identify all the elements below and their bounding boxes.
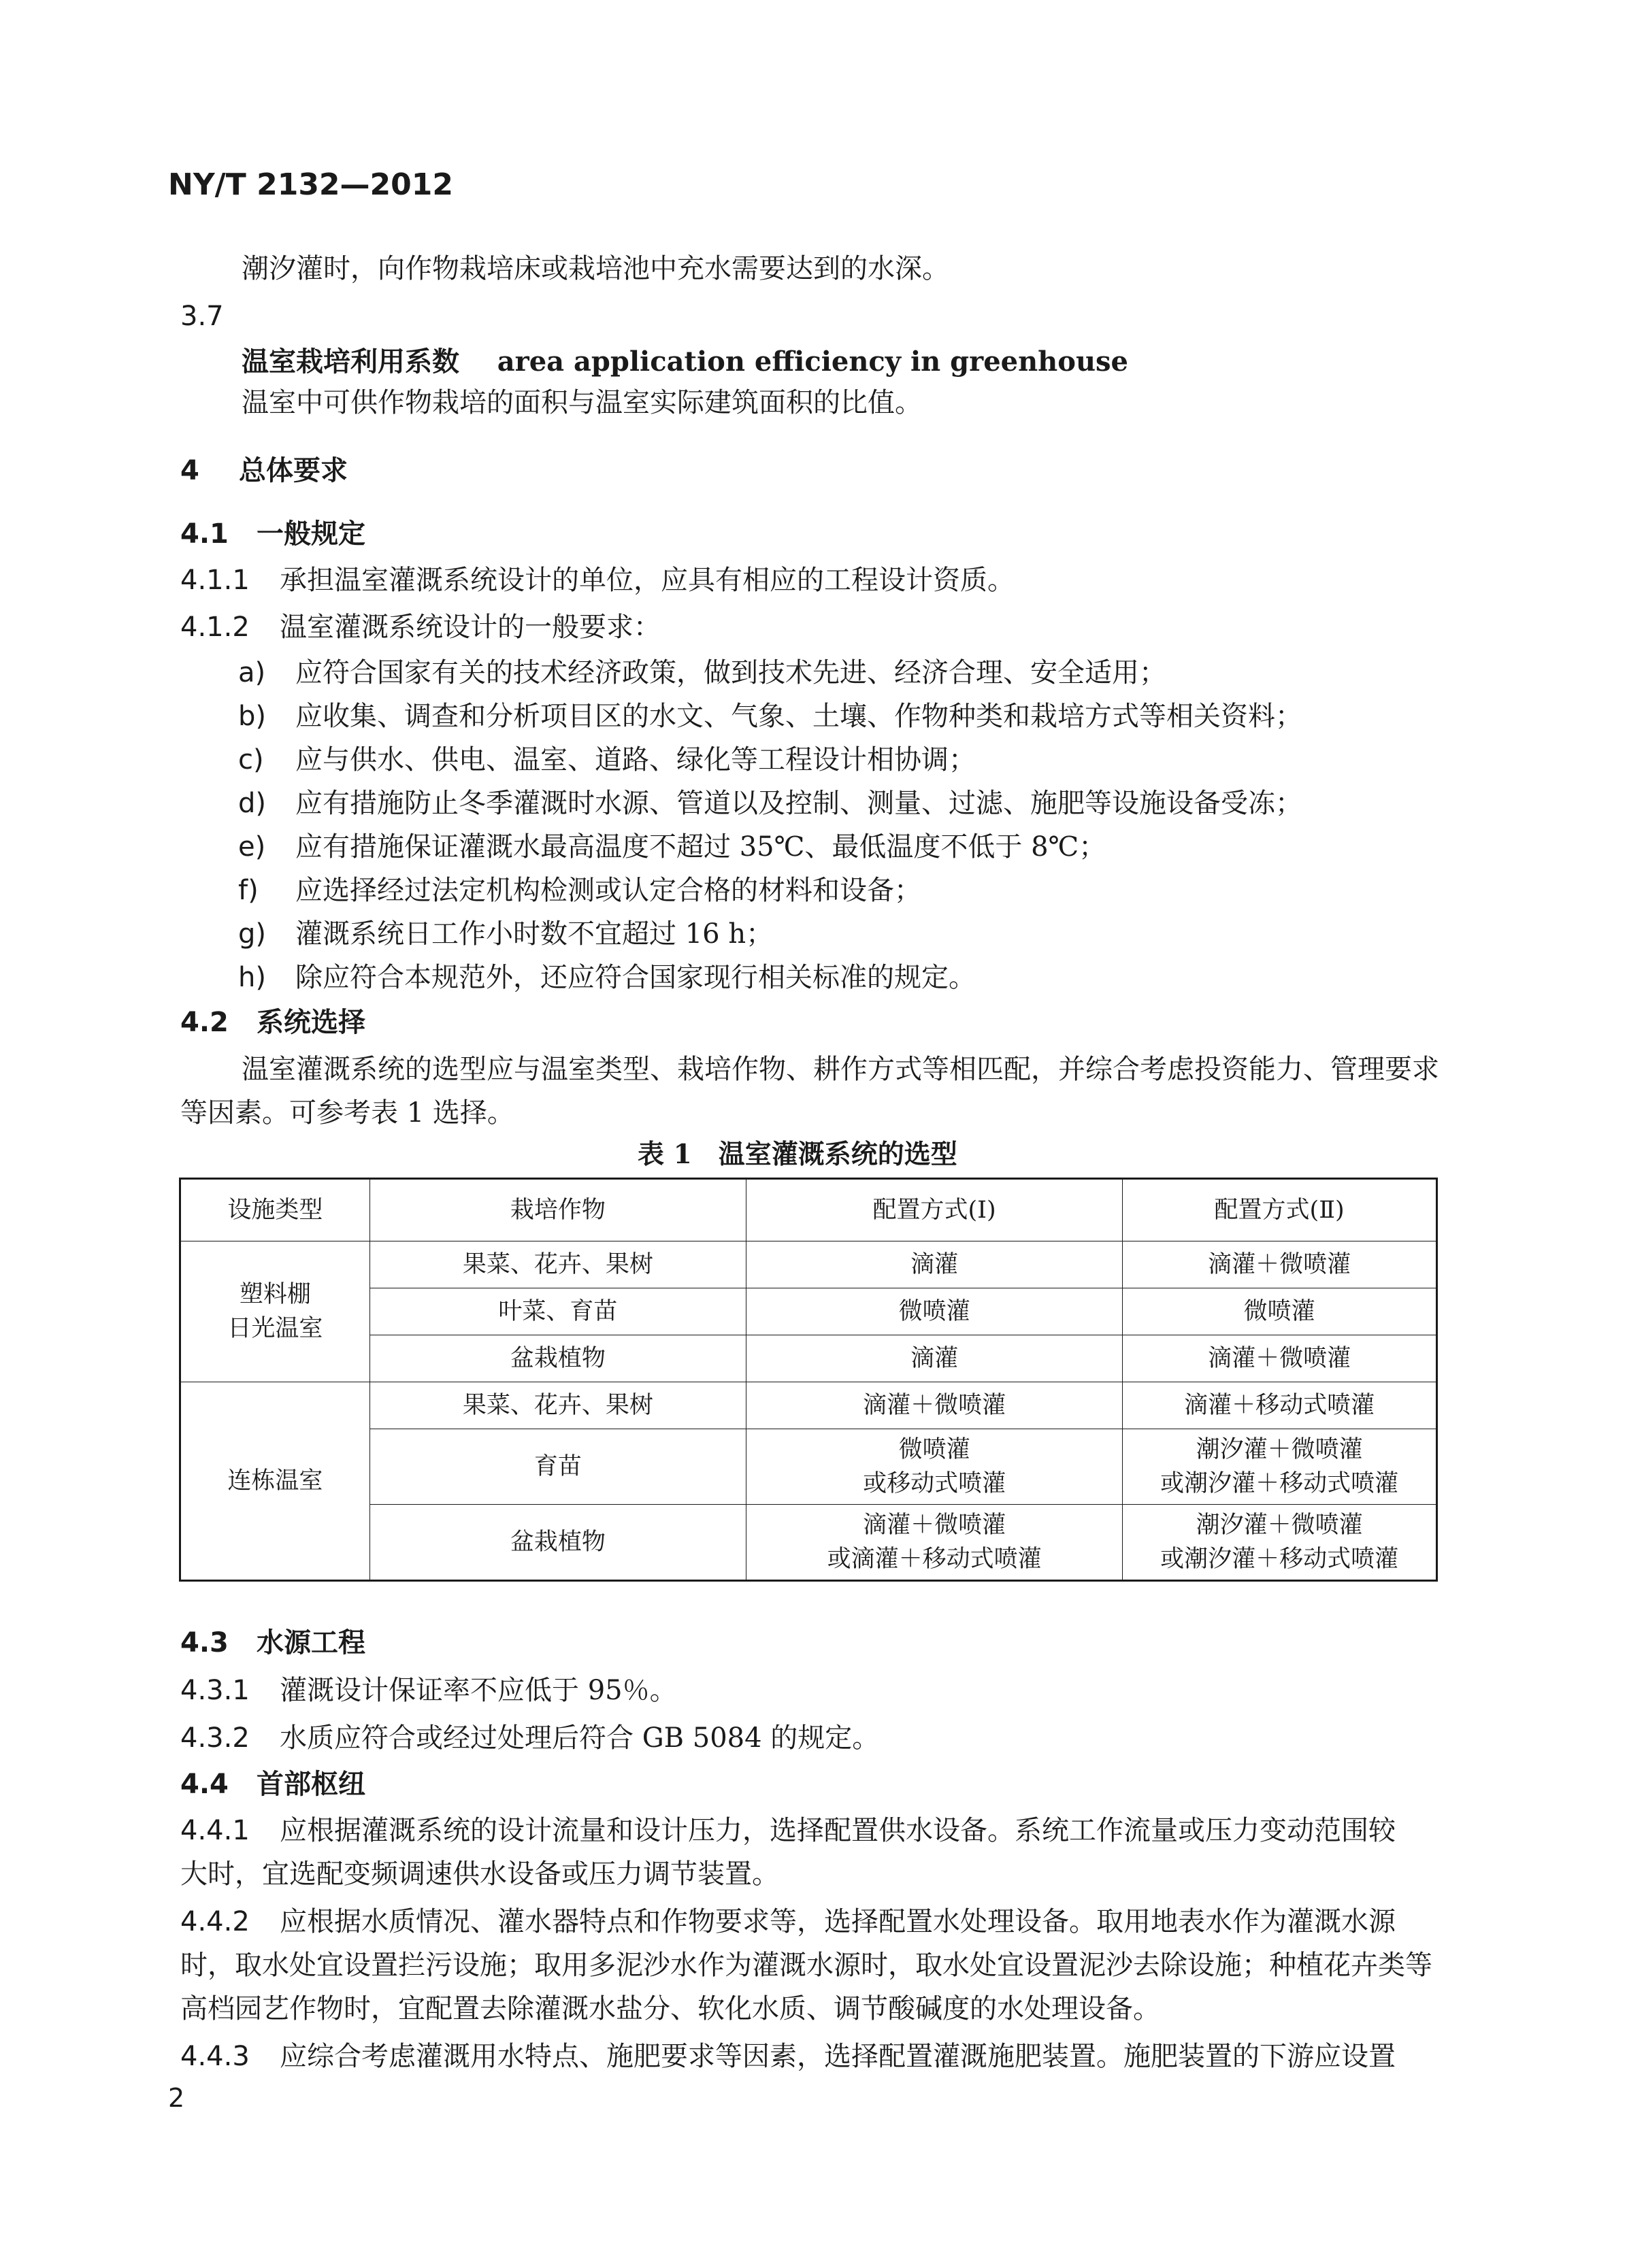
clause-number: 4.4.2	[180, 1906, 250, 1937]
cell-line: 日光温室	[227, 1315, 323, 1342]
clause-number: 4.3.1	[180, 1675, 250, 1706]
table-row	[180, 1382, 1437, 1429]
item-text: 应有措施保证灌溉水最高温度不超过 35℃、最低温度不低于 8℃；	[295, 831, 1106, 863]
section-4-3-heading	[180, 1624, 365, 1661]
list-item	[238, 959, 976, 996]
item-text: 应有措施防止冬季灌溉时水源、管道以及控制、测量、过滤、施肥等设施设备受冻；	[295, 788, 1302, 819]
cell-line: 或潮汐灌＋移动式喷灌	[1160, 1470, 1399, 1497]
section-4-2-heading	[180, 1004, 365, 1041]
clause-3-7-term	[242, 344, 1128, 380]
paragraph-line: 高档园艺作物时，宜配置去除灌溉水盐分、软化水质、调节酸碱度的水处理设备。	[180, 1993, 1160, 2024]
section-number: 4	[180, 455, 199, 486]
list-item	[238, 916, 773, 952]
section-4-heading	[180, 452, 348, 489]
item-label: a)	[238, 657, 266, 688]
method-2-cell: 滴灌＋微喷灌	[1123, 1241, 1437, 1288]
table-caption: 表 1 温室灌溉系统的选型	[638, 1139, 957, 1170]
clause-4-4-2	[180, 1903, 1396, 1940]
paragraph-line: 时，取水处宜设置拦污设施；取用多泥沙水作为灌溉水源时，取水处宜设置泥沙去除设施；种植花卉类等	[180, 1950, 1432, 1981]
crop-cell: 育苗	[369, 1429, 746, 1505]
cell-line: 滴灌＋微喷灌	[863, 1512, 1006, 1539]
header-cell: 配置方式(Ⅱ)	[1123, 1179, 1437, 1241]
method-1-cell: 微喷灌	[746, 1288, 1123, 1335]
section-4-1-heading	[180, 516, 365, 552]
method-1-cell	[746, 1505, 1123, 1581]
paragraph-line: 大时，宜选配变频调速供水设备或压力调节装置。	[180, 1858, 779, 1890]
item-label: h)	[238, 962, 266, 993]
cell-line: 或滴灌＋移动式喷灌	[827, 1546, 1042, 1573]
clause-3-7-definition: 温室中可供作物栽培的面积与温室实际建筑面积的比值。	[242, 387, 922, 418]
item-text: 除应符合本规范外，还应符合国家现行相关标准的规定。	[295, 962, 976, 993]
list-item	[238, 741, 976, 778]
cell-line: 潮汐灌＋微喷灌	[1196, 1436, 1363, 1463]
cell-line: 塑料棚	[239, 1281, 311, 1308]
clause-text: 水质应符合或经过处理后符合 GB 5084 的规定。	[280, 1722, 880, 1754]
crop-cell: 果菜、花卉、果树	[369, 1382, 746, 1429]
item-text: 应选择经过法定机构检测或认定合格的材料和设备；	[295, 875, 921, 906]
section-number: 4.1	[180, 518, 229, 550]
paragraph-line: 温室灌溉系统的选型应与温室类型、栽培作物、耕作方式等相匹配，并综合考虑投资能力、管理要求	[242, 1054, 1439, 1085]
section-title: 首部枢纽	[257, 1768, 365, 1800]
item-text: 灌溉系统日工作小时数不宜超过 16 h；	[295, 918, 774, 950]
term-english: area application efficiency in greenhouse	[497, 346, 1128, 378]
term-chinese: 温室栽培利用系数	[242, 346, 459, 378]
clause-text: 灌溉设计保证率不应低于 95％。	[280, 1675, 677, 1706]
facility-type-cell: 连栋温室	[180, 1382, 370, 1581]
clause-text: 应根据水质情况、灌水器特点和作物要求等，选择配置水处理设备。取用地表水作为灌溉水源	[280, 1906, 1396, 1937]
method-1-cell: 滴灌	[746, 1335, 1123, 1382]
header-cell: 栽培作物	[369, 1179, 746, 1241]
list-item	[238, 654, 1166, 691]
cell-line: 或移动式喷灌	[863, 1470, 1006, 1497]
facility-type-cell	[180, 1241, 370, 1382]
header-cell: 配置方式(Ⅰ)	[746, 1179, 1123, 1241]
table-header-row	[180, 1179, 1437, 1241]
clause-4-1-2	[180, 609, 661, 646]
item-label: d)	[238, 788, 266, 819]
method-2-cell: 微喷灌	[1123, 1288, 1437, 1335]
list-item	[238, 785, 1302, 822]
crop-cell: 果菜、花卉、果树	[369, 1241, 746, 1288]
clause-4-1-1	[180, 562, 1015, 599]
item-label: e)	[238, 831, 266, 863]
clause-number: 4.1.2	[180, 612, 250, 643]
method-2-cell	[1123, 1429, 1437, 1505]
list-item	[238, 698, 1302, 735]
paragraph-line: 等因素。可参考表 1 选择。	[180, 1097, 514, 1129]
clause-4-3-1	[180, 1672, 677, 1709]
clause-text: 承担温室灌溉系统设计的单位，应具有相应的工程设计资质。	[280, 565, 1015, 596]
section-title: 水源工程	[257, 1627, 365, 1658]
item-label: b)	[238, 701, 266, 732]
item-label: f)	[238, 875, 259, 906]
cell-line: 潮汐灌＋微喷灌	[1196, 1512, 1363, 1539]
clause-text: 应根据灌溉系统的设计流量和设计压力，选择配置供水设备。系统工作流量或压力变动范围较	[280, 1815, 1396, 1846]
crop-cell: 盆栽植物	[369, 1335, 746, 1382]
table-row	[180, 1241, 1437, 1288]
definition-3-6-text: 潮汐灌时，向作物栽培床或栽培池中充水需要达到的水深。	[242, 253, 949, 284]
cell-line: 或潮汐灌＋移动式喷灌	[1160, 1546, 1399, 1573]
clause-4-3-2	[180, 1720, 879, 1756]
item-text: 应符合国家有关的技术经济政策，做到技术先进、经济合理、安全适用；	[295, 657, 1166, 688]
clause-number: 4.1.1	[180, 565, 250, 596]
crop-cell: 叶菜、育苗	[369, 1288, 746, 1335]
clause-3-7-number: 3.7	[180, 301, 224, 332]
clause-text: 应综合考虑灌溉用水特点、施肥要求等因素，选择配置灌溉施肥装置。施肥装置的下游应设置	[280, 2041, 1396, 2072]
item-label: g)	[238, 918, 266, 950]
section-number: 4.3	[180, 1627, 229, 1658]
list-item	[238, 872, 921, 909]
method-1-cell	[746, 1429, 1123, 1505]
method-2-cell	[1123, 1505, 1437, 1581]
section-number: 4.4	[180, 1769, 229, 1800]
section-title: 系统选择	[257, 1006, 365, 1038]
section-title: 一般规定	[257, 518, 365, 550]
section-title: 总体要求	[239, 454, 348, 486]
clause-number: 4.4.3	[180, 2041, 250, 2072]
list-item	[238, 829, 1106, 865]
section-number: 4.2	[180, 1007, 229, 1038]
clause-text: 温室灌溉系统设计的一般要求：	[280, 612, 661, 643]
clause-4-4-3	[180, 2038, 1396, 2075]
crop-cell: 盆栽植物	[369, 1505, 746, 1581]
irrigation-selection-table	[179, 1178, 1438, 1582]
cell-line: 微喷灌	[898, 1436, 970, 1463]
header-cell: 设施类型	[180, 1179, 370, 1241]
page-number: 2	[168, 2083, 185, 2113]
clause-4-4-1	[180, 1812, 1396, 1849]
method-2-cell: 滴灌＋移动式喷灌	[1123, 1382, 1437, 1429]
section-4-4-heading	[180, 1766, 365, 1803]
method-1-cell: 滴灌	[746, 1241, 1123, 1288]
clause-number: 4.3.2	[180, 1722, 250, 1754]
method-1-cell: 滴灌＋微喷灌	[746, 1382, 1123, 1429]
item-text: 应收集、调查和分析项目区的水文、气象、土壤、作物种类和栽培方式等相关资料；	[295, 701, 1302, 732]
clause-number: 4.4.1	[180, 1815, 250, 1846]
item-label: c)	[238, 744, 264, 776]
method-2-cell: 滴灌＋微喷灌	[1123, 1335, 1437, 1382]
standard-number: NY/T 2132—2012	[168, 167, 454, 202]
item-text: 应与供水、供电、温室、道路、绿化等工程设计相协调；	[295, 744, 976, 776]
